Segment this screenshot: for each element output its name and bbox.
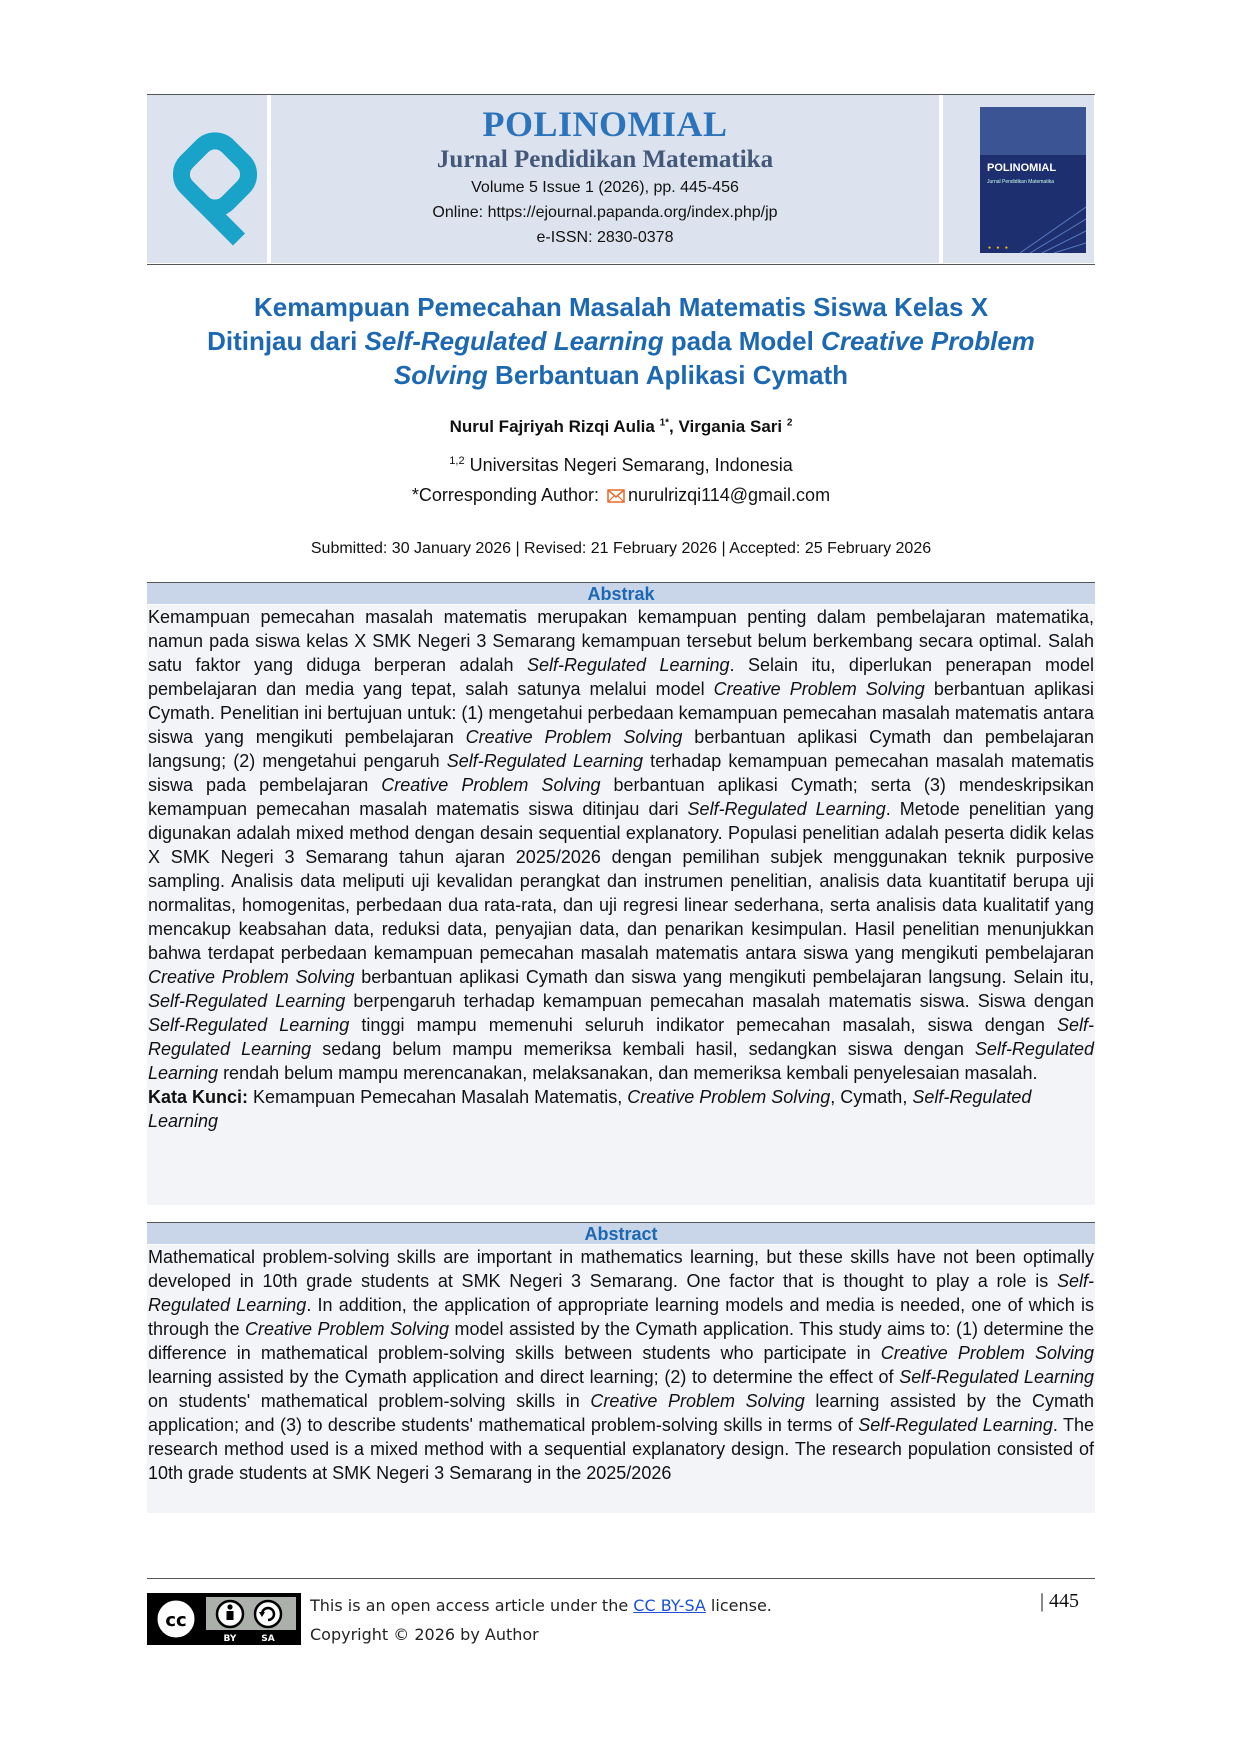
journal-logo-icon xyxy=(147,95,267,263)
cc-license-icon xyxy=(148,1594,300,1644)
abstract-body xyxy=(147,1245,1095,1513)
journal-info xyxy=(271,95,939,263)
cover-title: POLINOMIAL xyxy=(987,162,1057,174)
journal-name: POLINOMIAL xyxy=(482,104,728,144)
keywords: Kata Kunci: Kemampuan Pemecahan Masalah Matematis, Creative Problem Solving, Cymath, Self-Regulated Learning xyxy=(148,1087,1032,1131)
email-link[interactable]: nurulrizqi114@gmail.com xyxy=(628,485,831,505)
abstract-heading: Abstract xyxy=(147,1222,1095,1244)
journal-subtitle: Jurnal Pendidikan Matematika xyxy=(436,146,774,173)
article-title: Kemampuan Pemecahan Masalah Matematis Siswa Kelas X Ditinjau dari Self-Regulated Learning pada Model Creative Problem Solving Berbantuan Aplikasi Cymath xyxy=(207,292,1035,390)
abstrak-text: Kemampuan pemecahan masalah matematis merupakan kemampuan penting dalam pembelajaran matematika, namun pada siswa kelas X SMK Negeri 3 Semarang kemampuan tersebut belum berkembang secara optimal. Salah satu faktor yang diduga berperan adalah Self-Regulated Learning. Selain itu, diperlukan penerapan model pembelajaran dan media yang tepat, salah satunya melalui model Creative Problem Solving berbantuan aplikasi Cymath. Penelitian ini bertujuan untuk: (1) mengetahui perbedaan kemampuan pemecahan masalah matematis antara siswa yang mengikuti pembelajaran Creative Problem Solving berbantuan aplikasi Cymath dan pembelajaran langsung; (2) mengetahui pengaruh Self-Regulated Learning terhadap kemampuan pemecahan masalah matematis siswa pada pembelajaran Creative Problem Solving berbantuan aplikasi Cymath; serta (3) mendeskripsikan kemampuan pemecahan masalah matematis siswa ditinjau dari Self-Regulated Learning. Metode penelitian yang digunakan adalah mixed method dengan desain sequential explanatory. Populasi penelitian adalah peserta didik kelas X SMK Negeri 3 Semarang tahun ajaran 2025/2026 dengan pemilihan subjek menggunakan teknik purposive sampling. Analisis data meliputi uji kevalidan perangkat dan instrumen penelitian, analisis data kuantitatif berupa uji normalitas, homogenitas, perbedaan dua rata-rata, dan uji regresi linear sederhana, serta analisis data kualitatif yang mencakup keabsahan data, reduksi data, penyajian data, dan penarikan kesimpulan. Hasil penelitian menunjukkan bahwa terdapat perbedaan kemampuan pemecahan masalah matematis antara siswa yang mengikuti pembelajaran Creative Problem Solving berbantuan aplikasi Cymath dan siswa yang mengikuti pembelajaran langsung. Selain itu, Self-Regulated Learning berpengaruh terhadap kemampuan pemecahan masalah matematis siswa. Siswa dengan Self-Regulated Learning tinggi mampu memenuhi seluruh indikator pemecahan masalah, siswa dengan Self-Regulated Learning sedang belum mampu memeriksa kembali hasil, sedangkan siswa dengan Self-Regulated Learning rendah belum mampu merencanakan, melaksanakan, dan memeriksa kembali penyelesaian masalah. xyxy=(148,607,1095,1083)
page-number: | 445 xyxy=(1040,1590,1080,1612)
abstrak-body xyxy=(147,605,1095,1205)
abstract-text: Mathematical problem-solving skills are important in mathematics learning, but these skills have not been optimally developed in 10th grade students at SMK Negeri 3 Semarang. One factor that is thought to play a role is Self-Regulated Learning. In addition, the application of appropriate learning models and media is needed, one of which is through the Creative Problem Solving model assisted by the Cymath application. This study aims to: (1) determine the difference in mathematical problem-solving skills between students who participate in Creative Problem Solving learning assisted by the Cymath application and direct learning; (2) to determine the effect of Self-Regulated Learning on students' mathematical problem-solving skills in Creative Problem Solving learning assisted by the Cymath application; and (3) to describe students' mathematical problem-solving skills in terms of Self-Regulated Learning. The research method used is a mixed method with a sequential explanatory design. The research population consisted of 10th grade students at SMK Negeri 3 Semarang in the 2025/2026 xyxy=(148,1247,1095,1483)
volume-info: Volume 5 Issue 1 (2026), pp. 445-456 xyxy=(471,179,739,196)
svg-text:cc: cc xyxy=(165,1610,187,1631)
journal-cover-image: POLINOMIAL Jurnal Pendidikan Matematika ● ● ● xyxy=(980,107,1086,253)
cc-by-sa-link[interactable]: CC BY-SA xyxy=(633,1596,706,1615)
online-url[interactable]: Online: https://ejournal.papanda.org/index.php/jp xyxy=(432,204,778,221)
footer-divider xyxy=(147,1578,1095,1579)
copyright: Copyright © 2026 by Author xyxy=(310,1625,539,1644)
license-notice: This is an open access article under the CC BY-SA license. Copyright © 2026 by Author xyxy=(310,1591,772,1649)
corresponding-author: *Corresponding Author: nurulrizqi114@gmail.com xyxy=(411,485,831,505)
abstrak-heading: Abstrak xyxy=(147,582,1095,604)
cover-panel xyxy=(943,95,1094,263)
journal-header xyxy=(147,94,1095,265)
email-icon xyxy=(607,489,625,503)
submission-dates: Submitted: 30 January 2026 | Revised: 21 February 2026 | Accepted: 25 February 2026 xyxy=(310,540,932,557)
authors: Nurul Fajriyah Rizqi Aulia $^{1*}$, Virgania Sari $^2$ xyxy=(449,417,793,436)
journal-logo-panel xyxy=(147,95,267,263)
svg-text:BY: BY xyxy=(223,1634,237,1644)
affiliation: $^{1,2}$ Universitas Negeri Semarang, Indonesia xyxy=(449,455,793,475)
svg-text:SA: SA xyxy=(261,1634,275,1644)
issn: e-ISSN: 2830-0378 xyxy=(536,229,674,246)
cc-by-sa-badge[interactable] xyxy=(147,1593,301,1645)
cover-subtitle: Jurnal Pendidikan Matematika xyxy=(987,179,1054,185)
